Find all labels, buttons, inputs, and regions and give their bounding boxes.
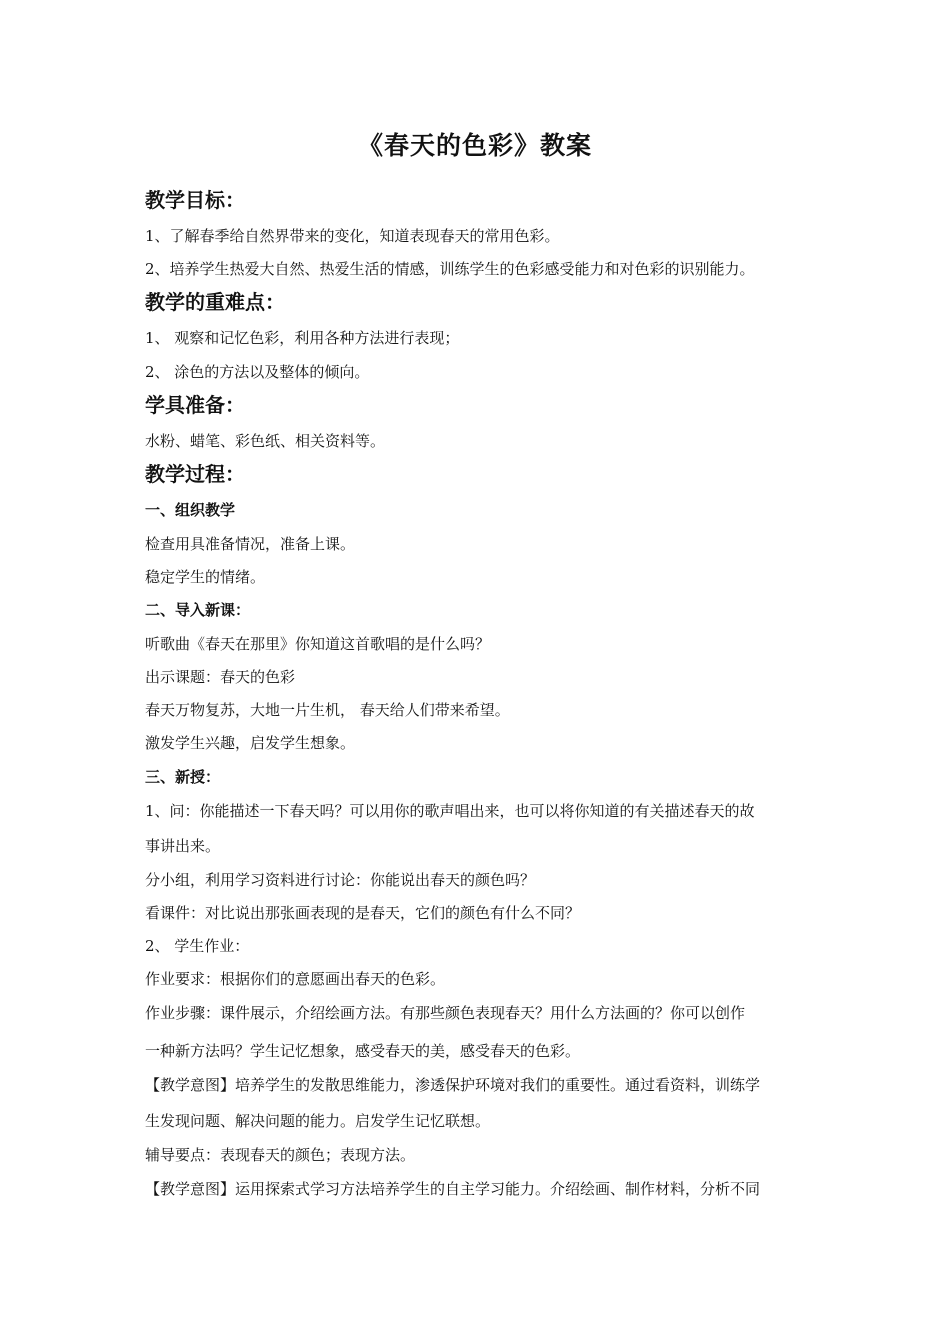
process-line: 作业要求：根据你们的意愿画出春天的色彩。 [145,970,446,988]
document-title: 《春天的色彩》教案 [357,131,592,160]
process-line: 【教学意图】运用探索式学习方法培养学生的自主学习能力。介绍绘画、制作材料，分析不同 [145,1180,761,1198]
process-line: 分小组，利用学习资料进行讨论：你能说出春天的颜色吗？ [145,871,536,889]
process-line: 事讲出来。 [145,837,221,855]
process-line: 作业步骤：课件展示，介绍绘画方法。有那些颜色表现春天？用什么方法画的？你可以创作 [145,1004,746,1022]
heading-new-teaching: 三、新授： [145,768,221,786]
process-line: 1、问：你能描述一下春天吗？可以用你的歌声唱出来，也可以将你知道的有关描述春天的故 [145,802,755,820]
heading-organize-teaching: 一、组织教学 [145,501,236,519]
process-line: 2、 学生作业： [145,937,250,955]
process-line: 春天万物复苏，大地一片生机， 春天给人们带来希望。 [145,701,510,719]
key-point-item: 1、 观察和记忆色彩，利用各种方法进行表现； [145,329,460,347]
heading-teaching-process: 教学过程： [145,462,245,486]
process-line: 一种新方法吗？学生记忆想象，感受春天的美，感受春天的色彩。 [145,1042,581,1060]
materials-text: 水粉、蜡笔、彩色纸、相关资料等。 [145,432,386,450]
goal-item: 1、了解春季给自然界带来的变化，知道表现春天的常用色彩。 [145,227,560,245]
process-line: 听歌曲《春天在那里》你知道这首歌唱的是什么吗？ [145,635,491,653]
key-point-item: 2、 涂色的方法以及整体的倾向。 [145,363,370,381]
process-line: 出示课题：春天的色彩 [145,668,296,686]
heading-key-points: 教学的重难点： [145,290,285,314]
heading-teaching-goals: 教学目标： [145,188,245,212]
process-line: 激发学生兴趣，启发学生想象。 [145,734,356,752]
goal-item: 2、培养学生热爱大自然、热爱生活的情感，训练学生的色彩感受能力和对色彩的识别能力。 [145,260,755,278]
heading-materials: 学具准备： [145,393,245,417]
process-line: 稳定学生的情绪。 [145,568,266,586]
process-line: 看课件：对比说出那张画表现的是春天，它们的颜色有什么不同？ [145,904,581,922]
heading-new-lesson-intro: 二、导入新课： [145,601,251,619]
process-line: 辅导要点：表现春天的颜色；表现方法。 [145,1146,416,1164]
process-line: 【教学意图】培养学生的发散思维能力，渗透保护环境对我们的重要性。通过看资料，训练学 [145,1076,761,1094]
process-line: 检查用具准备情况，准备上课。 [145,535,356,553]
process-line: 生发现问题、解决问题的能力。启发学生记忆联想。 [145,1112,491,1130]
